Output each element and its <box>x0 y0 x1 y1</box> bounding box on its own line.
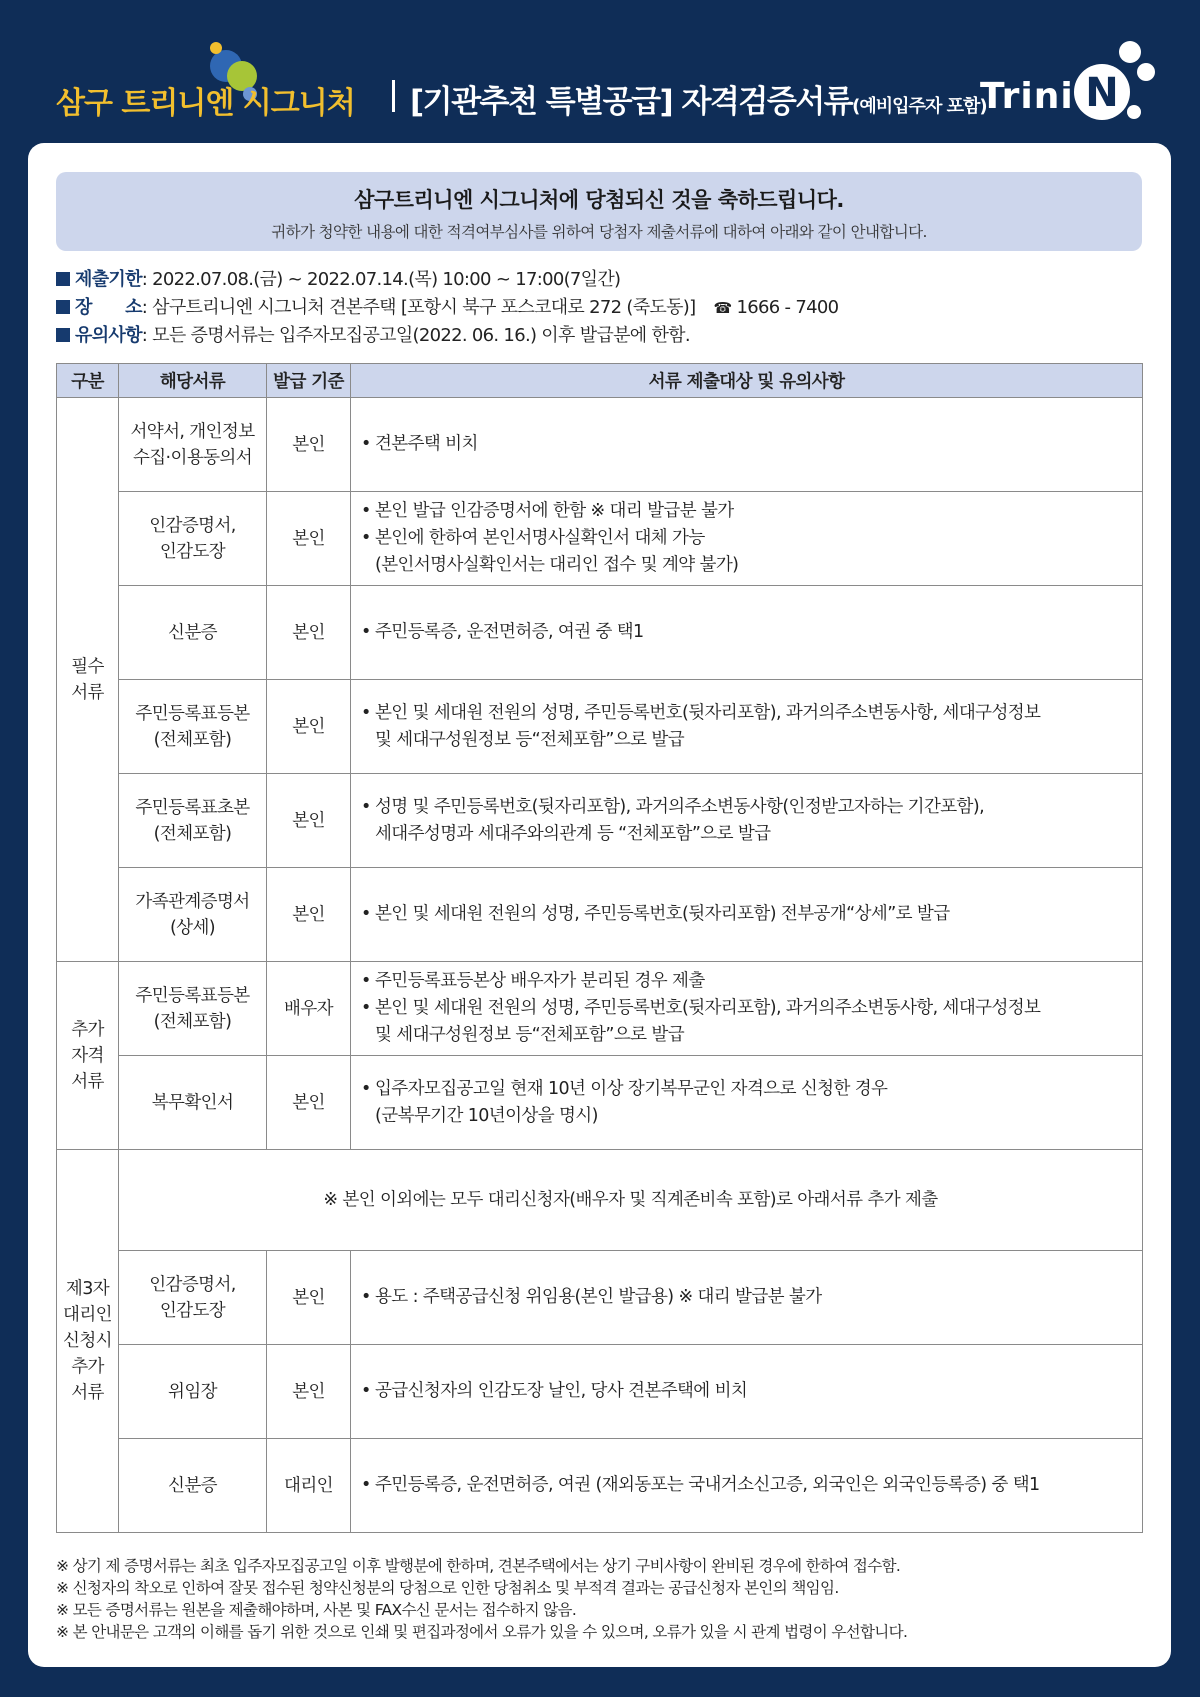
info-notice <box>56 321 1146 349</box>
table-row <box>57 1056 1143 1150</box>
basis-cell: 대리인 <box>267 1439 351 1533</box>
desc-continuation: (본인서명사실확인서는 대리인 접수 및 계약 불가) <box>375 555 739 575</box>
documents-table-wrap <box>56 363 1142 1533</box>
table-row <box>57 774 1143 868</box>
desc-cell <box>351 586 1143 680</box>
table-row <box>57 1150 1143 1251</box>
col-header-category: 구분 <box>57 364 119 398</box>
header <box>0 0 1200 142</box>
table-row <box>57 1439 1143 1533</box>
desc-continuation: (군복무기간 10년이상을 명시) <box>375 1105 598 1126</box>
doc-cell: 인감증명서, 인감도장 <box>119 1251 267 1345</box>
congrats-banner <box>56 172 1142 251</box>
basis-cell: 본인 <box>267 1251 351 1345</box>
deadline-label: 제출기한 <box>75 269 142 290</box>
square-bullet-icon <box>56 328 70 342</box>
desc-bullet: • 본인 발급 인감증명서에 한함 ※ 대리 발급분 불가 <box>361 501 734 521</box>
basis-cell: 본인 <box>267 492 351 586</box>
note-item: ※ 상기 제 증명서류는 최초 입주자모집공고일 이후 발행분에 한하며, 견본주택에서는 상기 구비사항이 완비된 경우에 한하여 접수함. <box>56 1557 901 1575</box>
table-row <box>57 492 1143 586</box>
place-value: : 삼구트리니엔 시그니처 견본주택 [포항시 북구 포스코대로 272 (죽도동)] <box>141 297 696 318</box>
basis-cell: 본인 <box>267 680 351 774</box>
basis-cell: 본인 <box>267 868 351 962</box>
logo-letter: N <box>1085 70 1119 116</box>
doc-cell: 주민등록표초본 (전체포함) <box>119 774 267 868</box>
doc-cell: 서약서, 개인정보 수집·이용동의서 <box>119 398 267 492</box>
desc-bullet: • 주민등록표등본상 배우자가 분리된 경우 제출 <box>361 971 705 991</box>
header-divider <box>392 80 395 112</box>
table-header-row <box>57 364 1143 398</box>
congrats-title: 삼구트리니엔 시그니처에 당첨되신 것을 축하드립니다. <box>354 188 844 212</box>
desc-bullet: • 견본주택 비치 <box>361 434 478 454</box>
table-row <box>57 1345 1143 1439</box>
desc-bullet: • 입주자모집공고일 현재 10년 이상 장기복무군인 자격으로 신청한 경우 <box>361 1078 888 1099</box>
note-item: ※ 모든 증명서류는 원본을 제출해야하며, 사본 및 FAX수신 문서는 접수하지 않음. <box>56 1601 577 1619</box>
trini-logo <box>980 38 1150 124</box>
page-title-small: (예비입주자 포함) <box>852 96 987 117</box>
doc-cell: 신분증 <box>119 1439 267 1533</box>
col-header-document: 해당서류 <box>119 364 267 398</box>
doc-cell: 주민등록표등본 (전체포함) <box>119 962 267 1056</box>
proxy-note-cell: ※ 본인 이외에는 모두 대리신청자(배우자 및 직계존비속 포함)로 아래서류 추가 제출 <box>119 1150 1143 1251</box>
info-place <box>56 293 1146 321</box>
table-row <box>57 868 1143 962</box>
col-header-description: 서류 제출대상 및 유의사항 <box>351 364 1143 398</box>
congrats-subtitle: 귀하가 청약한 내용에 대한 적격여부심사를 위하여 당첨자 제출서류에 대하여 아래와 같이 안내합니다. <box>271 223 927 241</box>
desc-bullet: • 성명 및 주민등록번호(뒷자리포함), 과거의주소변동사항(인정받고자하는 기간포함), <box>361 796 985 817</box>
desc-bullet: • 주민등록증, 운전면허증, 여권 (재외동포는 국내거소신고증, 외국인은 외국인등록증) 중 택1 <box>361 1475 1040 1495</box>
phone-icon: ☎ <box>713 299 732 317</box>
desc-cell <box>351 774 1143 868</box>
desc-cell <box>351 962 1143 1056</box>
main-card <box>28 143 1171 1667</box>
square-bullet-icon <box>56 272 70 286</box>
phone-number: 1666 - 7400 <box>736 297 839 318</box>
table-row <box>57 1251 1143 1345</box>
doc-cell: 위임장 <box>119 1345 267 1439</box>
desc-cell <box>351 868 1143 962</box>
info-block <box>56 265 1146 349</box>
table-row <box>57 398 1143 492</box>
deadline-value: : 2022.07.08.(금) ~ 2022.07.14.(목) 10:00 ~ 17:00(7일간) <box>141 269 621 290</box>
desc-cell <box>351 1251 1143 1345</box>
table-row <box>57 680 1143 774</box>
desc-cell <box>351 1439 1143 1533</box>
desc-continuation: 세대주성명과 세대주와의관계 등 “전체포함”으로 발급 <box>375 823 771 844</box>
doc-cell: 가족관계증명서 (상세) <box>119 868 267 962</box>
basis-cell: 본인 <box>267 774 351 868</box>
desc-cell <box>351 492 1143 586</box>
documents-table <box>56 363 1143 1533</box>
desc-continuation: 및 세대구성원정보 등“전체포함”으로 발급 <box>375 729 685 750</box>
desc-bullet: • 본인 및 세대원 전원의 성명, 주민등록번호(뒷자리포함), 과거의주소변동사항, 세대구성정보 <box>361 998 1041 1018</box>
table-row <box>57 586 1143 680</box>
doc-cell: 인감증명서, 인감도장 <box>119 492 267 586</box>
doc-cell: 복무확인서 <box>119 1056 267 1150</box>
basis-cell: 본인 <box>267 1345 351 1439</box>
note-item: ※ 신청자의 착오로 인하여 잘못 접수된 청약신청분의 당첨으로 인한 당첨취소 및 부적격 결과는 공급신청자 본인의 책임임. <box>56 1579 839 1597</box>
basis-cell: 본인 <box>267 398 351 492</box>
page-title-main: [기관추천 특별공급] 자격검증서류 <box>410 84 853 120</box>
page-title <box>410 76 987 121</box>
brand-name: 삼구 트리니엔 시그니처 <box>56 86 355 121</box>
logo-text: Trini <box>980 76 1074 117</box>
basis-cell: 배우자 <box>267 962 351 1056</box>
desc-bullet: • 본인 및 세대원 전원의 성명, 주민등록번호(뒷자리포함), 과거의주소변동사항, 세대구성정보 <box>361 702 1041 723</box>
doc-cell: 신분증 <box>119 586 267 680</box>
place-label: 장 소 <box>75 297 142 318</box>
desc-bullet: • 본인에 한하여 본인서명사실확인서 대체 가능 <box>361 528 705 548</box>
desc-continuation: 및 세대구성원정보 등“전체포함”으로 발급 <box>375 1025 685 1045</box>
desc-cell <box>351 1056 1143 1150</box>
desc-bullet: • 공급신청자의 인감도장 날인, 당사 견본주택에 비치 <box>361 1381 748 1401</box>
desc-cell <box>351 1345 1143 1439</box>
desc-cell <box>351 680 1143 774</box>
info-deadline <box>56 265 1146 293</box>
footer-notes <box>56 1555 1146 1643</box>
notice-value: : 모든 증명서류는 입주자모집공고일(2022. 06. 16.) 이후 발급분에 한함. <box>141 325 690 346</box>
col-header-basis: 발급 기준 <box>267 364 351 398</box>
doc-cell: 주민등록표등본 (전체포함) <box>119 680 267 774</box>
notice-label: 유의사항 <box>75 325 142 346</box>
basis-cell: 본인 <box>267 586 351 680</box>
desc-cell <box>351 398 1143 492</box>
group-required: 필수 서류 <box>57 398 119 962</box>
desc-bullet: • 용도 : 주택공급신청 위임용(본인 발급용) ※ 대리 발급분 불가 <box>361 1287 822 1307</box>
trini-n-logo-icon <box>1072 38 1164 124</box>
desc-bullet: • 주민등록증, 운전면허증, 여권 중 택1 <box>361 622 644 642</box>
desc-bullet: • 본인 및 세대원 전원의 성명, 주민등록번호(뒷자리포함) 전부공개“상세”로 발급 <box>361 904 950 924</box>
group-additional: 추가 자격 서류 <box>57 962 119 1150</box>
table-row <box>57 962 1143 1056</box>
basis-cell: 본인 <box>267 1056 351 1150</box>
square-bullet-icon <box>56 300 70 314</box>
note-item: ※ 본 안내문은 고객의 이해를 돕기 위한 것으로 인쇄 및 편집과정에서 오류가 있을 수 있으며, 오류가 있을 시 관계 법령이 우선합니다. <box>56 1623 908 1641</box>
group-proxy: 제3자 대리인 신청시 추가 서류 <box>57 1150 119 1533</box>
